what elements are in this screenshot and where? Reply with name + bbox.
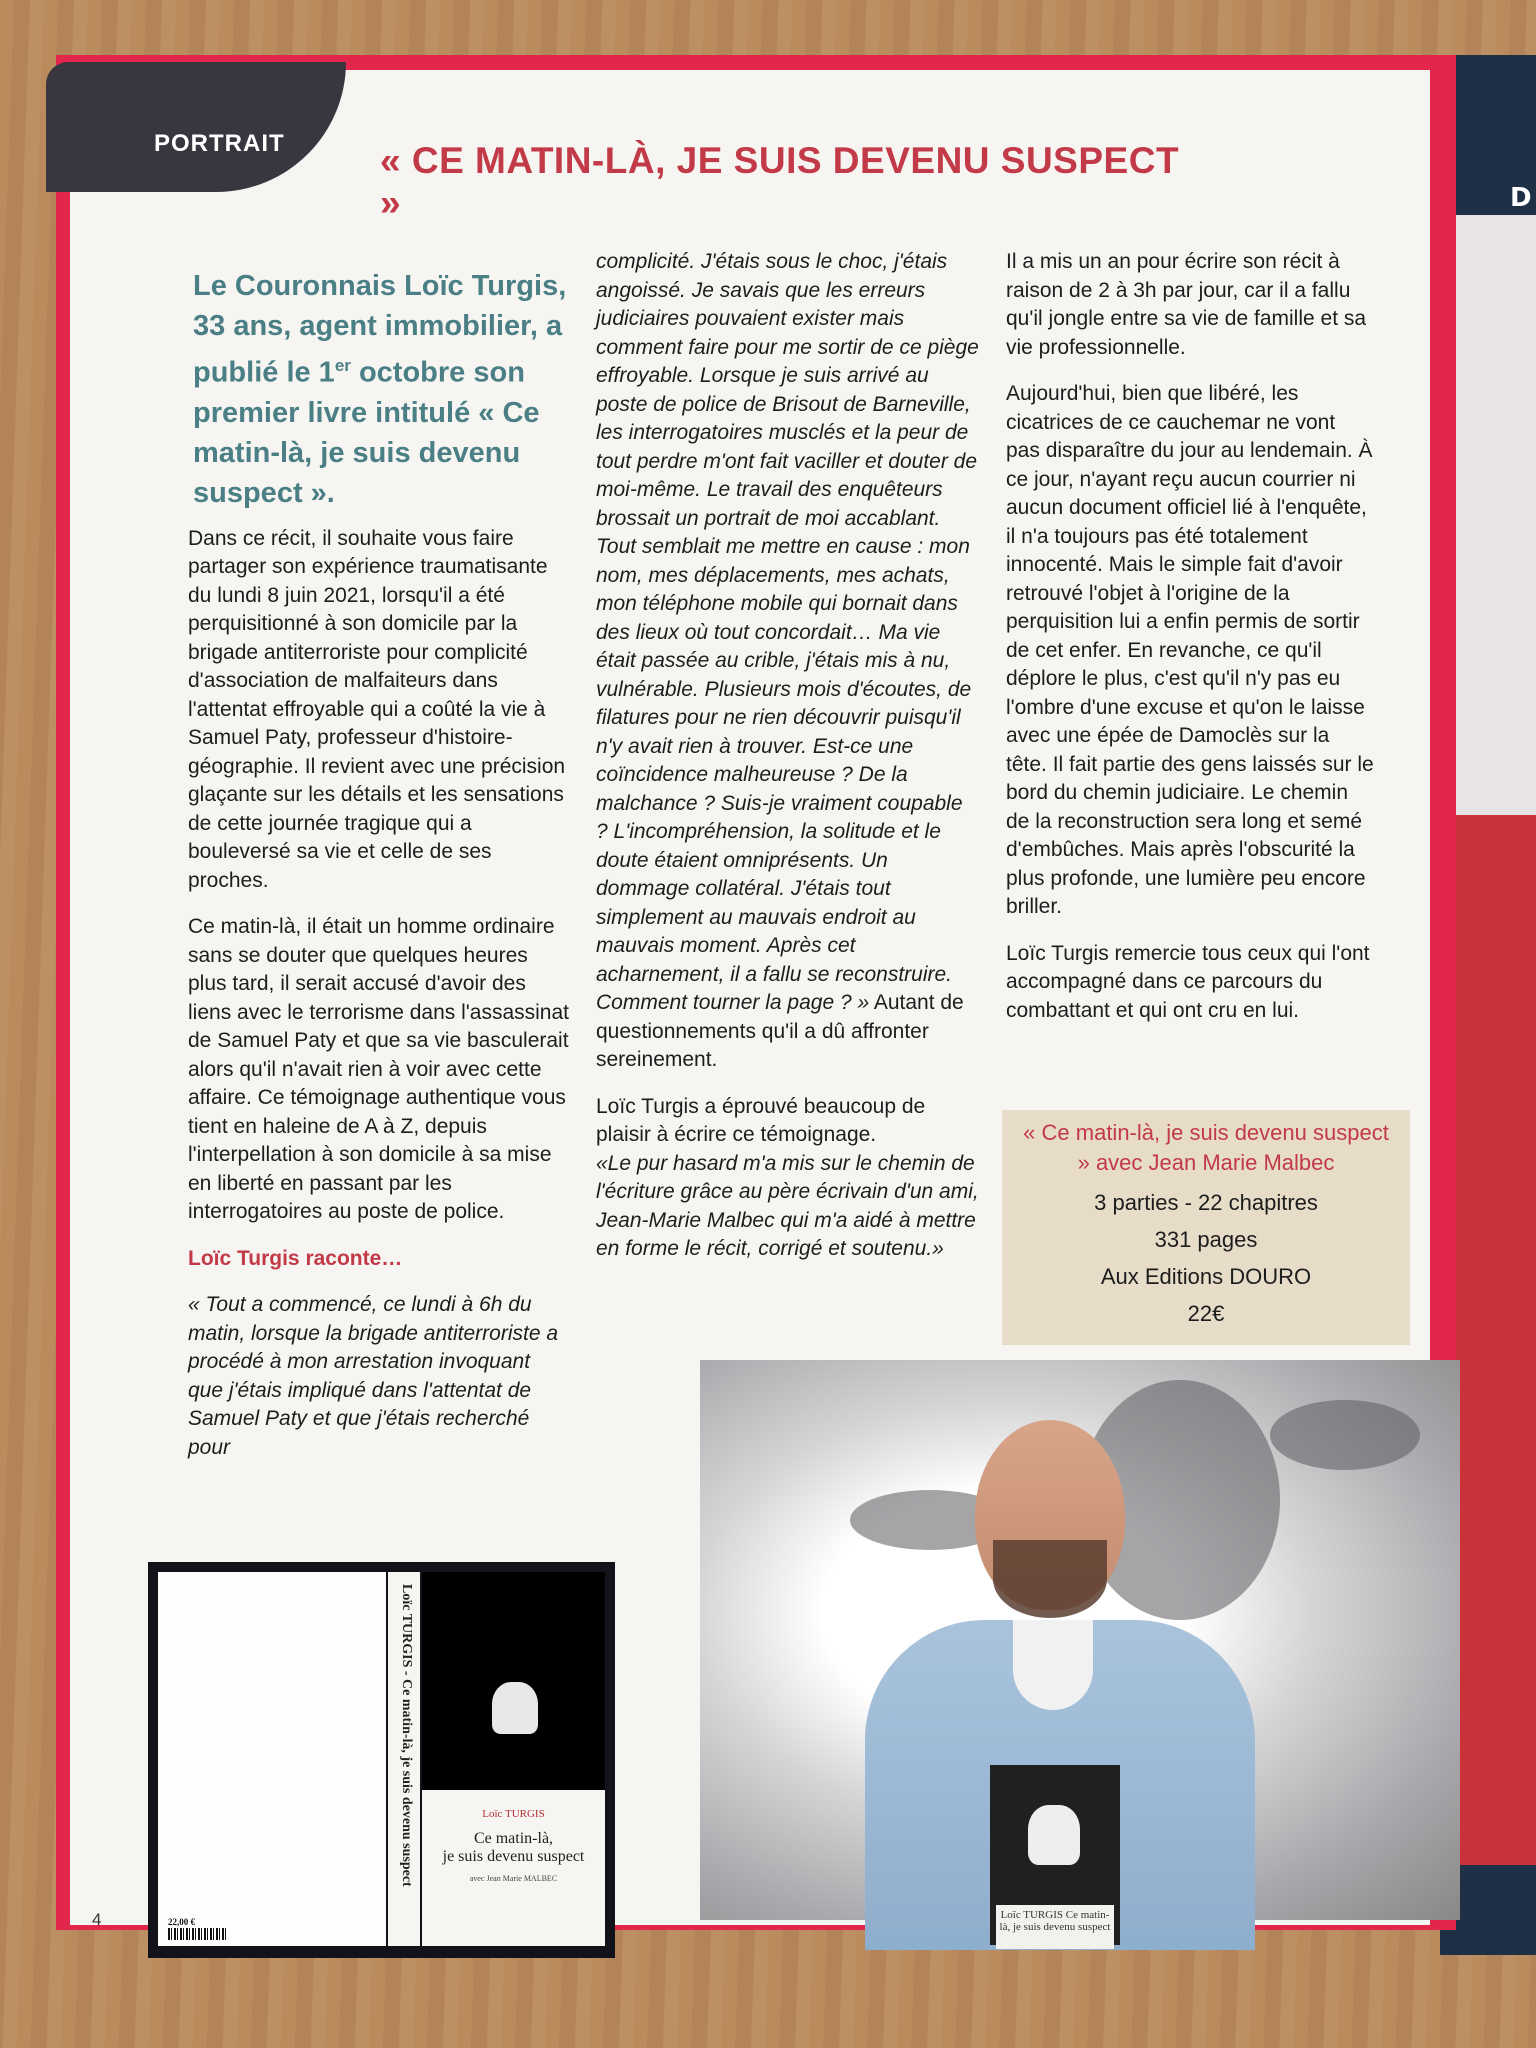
book-title: Ce matin-là, je suis devenu suspect: [442, 1830, 585, 1865]
column-1: [188, 266, 570, 1480]
held-book: [990, 1765, 1120, 1945]
column-3: [1006, 248, 1374, 1043]
paragraph: Aujourd'hui, bien que libéré, les cicatrices de ce cauchemar ne vont pas disparaître du jour au lendemain. À ce jour, n'ayant reçu aucun courrier ni aucun document officiel lié à l'enquête, il n'a toujours pas été totalement innocenté. Mais le simple fait d'avoir retrouvé l'objet à l'origine de la perquisition lui a enfin permis de sortir de cet enfer. En revanche, ce qu'il déplore le plus, c'est qu'il n'y pas eu l'ombre d'une excuse et qu'on le laisse avec une épée de Damoclès sur la tête. Il fait partie des gens laissés sur le bord du chemin judiciaire. Le chemin de la reconstruction sera long et semé d'embûches. Mais après l'obscurité la plus profonde, une lumière peu encore briller.: [1006, 382, 1374, 918]
column-2: [596, 248, 980, 1282]
paragraph: Loïc Turgis a éprouvé beaucoup de plaisir à écrire ce témoignage. «Le pur hasard m'a mis sur le chemin de l'écriture grâce au père écrivain d'un ami, Jean-Marie Malbec qui m'a aidé à mettre en forme le récit, corrigé et soutenu.»: [596, 1094, 979, 1260]
person-silhouette-icon: [492, 1682, 538, 1734]
book-info-line: Aux Editions DOURO: [1100, 1264, 1312, 1289]
quote-paragraph: « Tout a commencé, ce lundi à 6h du matin, lorsque la brigade antiterroriste a procédé à mon arrestation invoquant que j'étais impliqué dans l'attentat de Samuel Paty et que j'étais recherché pour: [188, 1293, 559, 1459]
book-info-line: 3 parties - 22 chapitres: [1094, 1190, 1318, 1215]
book-author: Loïc TURGIS: [482, 1808, 545, 1820]
next-page-letter: D: [1510, 183, 1532, 213]
page-number: 4: [92, 1910, 102, 1929]
book-cover-image: [148, 1562, 615, 1958]
book-back-cover: [158, 1572, 386, 1946]
lead-paragraph: Le Couronnais Loïc Turgis, 33 ans, agent immobilier, a publié le 1er octobre son premier livre intitulé « Ce matin-là, je suis devenu suspect ».: [193, 270, 567, 509]
headline: « CE MATIN-LÀ, JE SUIS DEVENU SUSPECT »: [380, 140, 1180, 223]
paragraph: Il a mis un an pour écrire son récit à raison de 2 à 3h par jour, car il a fallu qu'il jongle entre sa vie de famille et sa vie professionnelle.: [1006, 250, 1367, 359]
book-info-line: 331 pages: [1154, 1227, 1258, 1252]
book-info-title: « Ce matin-là, je suis devenu suspect » avec Jean Marie Malbec: [1023, 1120, 1389, 1175]
book-info-line: 22€: [1187, 1301, 1225, 1326]
paragraph: Loïc Turgis remercie tous ceux qui l'ont accompagné dans ce parcours du combattant et qui ont cru en lui.: [1006, 941, 1370, 1022]
book-byline: avec Jean Marie MALBEC: [469, 1874, 558, 1883]
book-info-box: [1002, 1110, 1410, 1345]
paragraph: Dans ce récit, il souhaite vous faire partager son expérience traumatisante du lundi 8 juin 2021, lorsqu'il a été perquisitionné à son domicile par la brigade antiterroriste pour complicité d'association de malfaiteurs dans l'attentat effroyable qui a coûté la vie à Samuel Paty, professeur d'histoire-géographie. Il revient avec une précision glaçante sur les détails et les sensations de cette journée tragique qui a bouleversé sa vie et celle de ses proches.: [188, 526, 566, 892]
section-label: PORTRAIT: [154, 130, 285, 157]
photo-credit: Facebook Ministère de l'Intérieur: [1492, 1330, 1510, 1575]
book-spine: [388, 1572, 420, 1946]
book-price: 22,00 €: [168, 1917, 195, 1927]
subheading: Loïc Turgis raconte…: [188, 1246, 403, 1270]
paragraph: Ce matin-là, il était un homme ordinaire sans se douter que quelques heures plus tard, il serait accusé d'avoir des liens avec le terrorisme dans l'assassinat de Samuel Paty et que sa vie basculerait alors qu'il n'avait rien à voir avec cette affaire. Ce témoignage authentique vous tient en haleine de A à Z, depuis l'interpellation à son domicile à sa mise en liberté en passant par les interrogatoires au poste de police.: [188, 915, 570, 1224]
book-front-cover: [422, 1572, 605, 1946]
book-spine-text: Loïc TURGIS - Ce matin-là, je suis devenu suspect: [399, 1584, 414, 1887]
quote-paragraph: complicité. J'étais sous le choc, j'étais angoissé. Je savais que les erreurs judiciaires pouvaient exister mais comment faire pour me sortir de ce piège effroyable. Lorsque je suis arrivé au poste de police de Brisout de Barneville, les interrogatoires musclés et la peur de tout perdre m'ont fait vaciller et douter de moi-même. Le travail des enquêteurs brossait un portrait de moi accablant. Tout semblait me mettre en cause : mon nom, mes déplacements, mes achats, mon téléphone mobile qui bornait dans des lieux où tout concordait… Ma vie était passée au crible, j'étais mis à nu, vulnérable. Plusieurs mois d'écoutes, de filatures pour ne rien découvrir puisqu'il n'y avait rien à trouver. Est-ce une coïncidence malheureuse ? De la malchance ? Suis-je vraiment coupable ? L'incompréhension, la solitude et le doute étaient omniprésents. Un dommage collatéral. J'étais tout simplement au mauvais endroit au mauvais moment. Après cet acharnement, il a fallu se reconstruire. Comment tourner la page ? » Autant de questionnements qu'il a dû affronter sereinement.: [596, 250, 979, 1071]
barcode-icon: [168, 1928, 228, 1940]
held-book-label: Loïc TURGIS Ce matin-là, je suis devenu suspect: [996, 1905, 1114, 1949]
